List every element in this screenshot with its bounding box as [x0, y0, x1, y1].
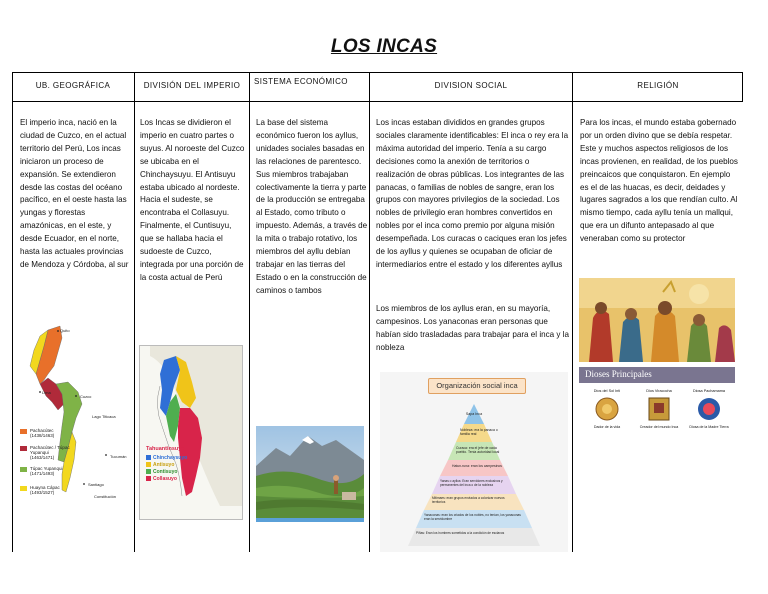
header-division-social: DIVISION SOCIAL — [434, 81, 508, 90]
pyramid-level: Mitimaes: eran grupos enviados a colonizar nuevos territorios — [432, 496, 505, 504]
social-text-2: Los miembros de los ayllus eran, en su mayoría, campesinos. Los yanaconas eran personas que habían sido trasladadas para trabajar para el inca y la nobleza — [376, 304, 570, 352]
region-label: Collasuyo — [153, 475, 177, 482]
pyramid-level: Sapa Inca — [465, 412, 483, 416]
geo-text: El imperio inca, nació en la ciudad de Cuzco, en el actual territorio del Perú, Los incas iniciaron un proceso de expansión. Se extendieron desde las costas del océano pacífico, en el oeste hasta las yungas y florestas amazónicas, en el este, y desde Ecuador, en el norte, hasta las actuales provincias de Mendoza y Córdoba, al sur — [20, 118, 129, 269]
legend-label: Pachacútec (1438/1463) — [30, 428, 55, 438]
pyramid-level: Yanaconas: eran los criados de los nobles, no tenían, los yanaconas eran la servidumbre — [424, 513, 521, 521]
map1-place-label: Lago Titicaca — [92, 414, 116, 419]
legend-label: Huayna Cápac (1493/1527) — [30, 485, 60, 495]
gods-panel — [579, 367, 735, 449]
legend-swatch — [20, 486, 27, 491]
legend-swatch — [20, 446, 27, 451]
andes-farming-image — [256, 426, 364, 522]
gods-title: Dioses Principales — [585, 369, 652, 379]
col-divider-1 — [134, 72, 135, 552]
god-name: Dios del Sol Inti — [593, 389, 621, 393]
map1-place-label: Quito — [60, 328, 70, 333]
legend-label: Pachacútec / Túpac Yupanqui (1463/1471) — [30, 445, 70, 460]
page-title: LOS INCAS — [330, 36, 438, 57]
map1-place-label: Lima — [42, 390, 51, 395]
god-name: Diosa Pachamama — [692, 389, 726, 393]
pyramid-level: Nobleza: era la panaca o familia real — [460, 428, 498, 436]
god-caption: Diosa de la Madre Tierra — [689, 425, 729, 429]
region-label: Antisuyo — [153, 461, 175, 468]
tahuantinsuyo-map — [139, 345, 243, 520]
inca-expansion-map — [18, 322, 132, 512]
map2-title: Tahuantinsuyo — [146, 446, 185, 452]
pyramid-level: Curaca: era el jefe de cada pueblo. Tenía autoridad local — [456, 446, 500, 454]
region-swatch — [146, 455, 151, 460]
religion-text: Para los incas, el mundo estaba gobernado por un orden divino que se debía respetar. Este y muchos aspectos religiosos de los incas provienen, en realidad, de los pueblos preincaicos que conquistaron. En ejemplo es el de las huacas, es decir, deidades y lugares sagrados a los que rendían culto. Al mismo tiempo, cada ayllu tenía un mallqui, que era un difunto antepasado al que veneraban como su protector — [580, 118, 738, 244]
col-divider-2 — [249, 72, 250, 552]
table-border-top — [12, 72, 743, 73]
division-text: Los Incas se dividieron el imperio en cuatro partes o suyus. Al noroeste del Cuzco se ubicaba en el Chinchaysuyu. El Antisuyu estaba ubicado al nordeste. Hacia el sudeste, se encontraba el Collasuyu. Finalmente, el Cuntisuyu, que se hallaba hacia el sudoeste de Cuzco, integrada por una porción de la costa actual de Perú — [140, 118, 245, 282]
header-divider — [12, 101, 743, 102]
social-pyramid-image — [380, 372, 568, 552]
legend-label: Túpac Yupanqui (1471/1493) — [30, 466, 63, 476]
header-division-imperio: DIVISIÓN DEL IMPERIO — [143, 81, 241, 90]
god-name: Dios Viracocha — [646, 389, 672, 393]
table-border-left — [12, 72, 13, 552]
region-swatch — [146, 462, 151, 467]
table-border-right — [742, 72, 743, 102]
region-swatch — [146, 476, 151, 481]
region-label: Contisuyo — [153, 468, 178, 475]
legend-swatch — [20, 467, 27, 472]
inca-ceremony-painting — [579, 278, 735, 362]
pyramid-level: Piñas: Eran los hombres sometidos a la condición de esclavos — [416, 531, 505, 535]
social-text-1: Los incas estaban divididos en grandes grupos sociales claramente identificables: El inca o rey era la máxima autoridad del imperio. Tenía a su cargo decisiones como la anexión de territorios o realización de obras públicas. Los integrantes de las panacas, o familias de nobles de sangre, eran los grupos con mayores privilegios de la sociedad. Los nobles de privilegio eran hombres convertidos en nobles por el inca como premio por alguna misión desempeñada. Los curacas o caciques eran los jefes de los ayllus y quienes se ocupaban de oficiar de intermediarios entre el estado y los diferentes ayllus — [376, 118, 569, 269]
legend-swatch — [20, 429, 27, 434]
col-divider-3 — [369, 72, 370, 552]
region-swatch — [146, 469, 151, 474]
header-sistema-economico: SISTEMA ECONÓMICO — [254, 77, 348, 86]
header-religion: RELIGIÓN — [637, 81, 679, 90]
content-table — [12, 72, 743, 552]
region-label: Chinchaysuyo — [153, 454, 188, 461]
map1-place-label: Constitución — [94, 494, 117, 499]
pyramid-level: Hatun-runa: eran los campesinos — [452, 464, 502, 468]
god-caption: Dador de la vida — [593, 425, 621, 429]
map1-place-label: Cuzco — [80, 394, 92, 399]
header-ub-geografica: UB. GEOGRÁFICA — [35, 81, 111, 90]
pyramid-title: Organización social inca — [428, 378, 526, 394]
col-divider-4 — [572, 72, 573, 552]
god-caption: Creador del mundo Inca — [639, 425, 679, 429]
pyramid-level: Yanas o ayllus: Eran servidores exclusivos y permanentes del inca o de la nobleza — [440, 479, 503, 487]
economico-text: La base del sistema económico fueron los ayllus, unidades sociales basadas en las relaciones de parentesco. Sus miembros trabajaban colectivamente la tierra y parte de la producción se entregaba al Estado, como tributo o impuesto. Además, a través de la mita o trabajo rotativo, los miembros del ayllu debían trabajar en las tierras del Estado o en la construcción de caminos o tambos — [256, 118, 368, 295]
map1-place-label: Tucumán — [110, 454, 127, 459]
map1-place-label: Santiago — [88, 482, 104, 487]
